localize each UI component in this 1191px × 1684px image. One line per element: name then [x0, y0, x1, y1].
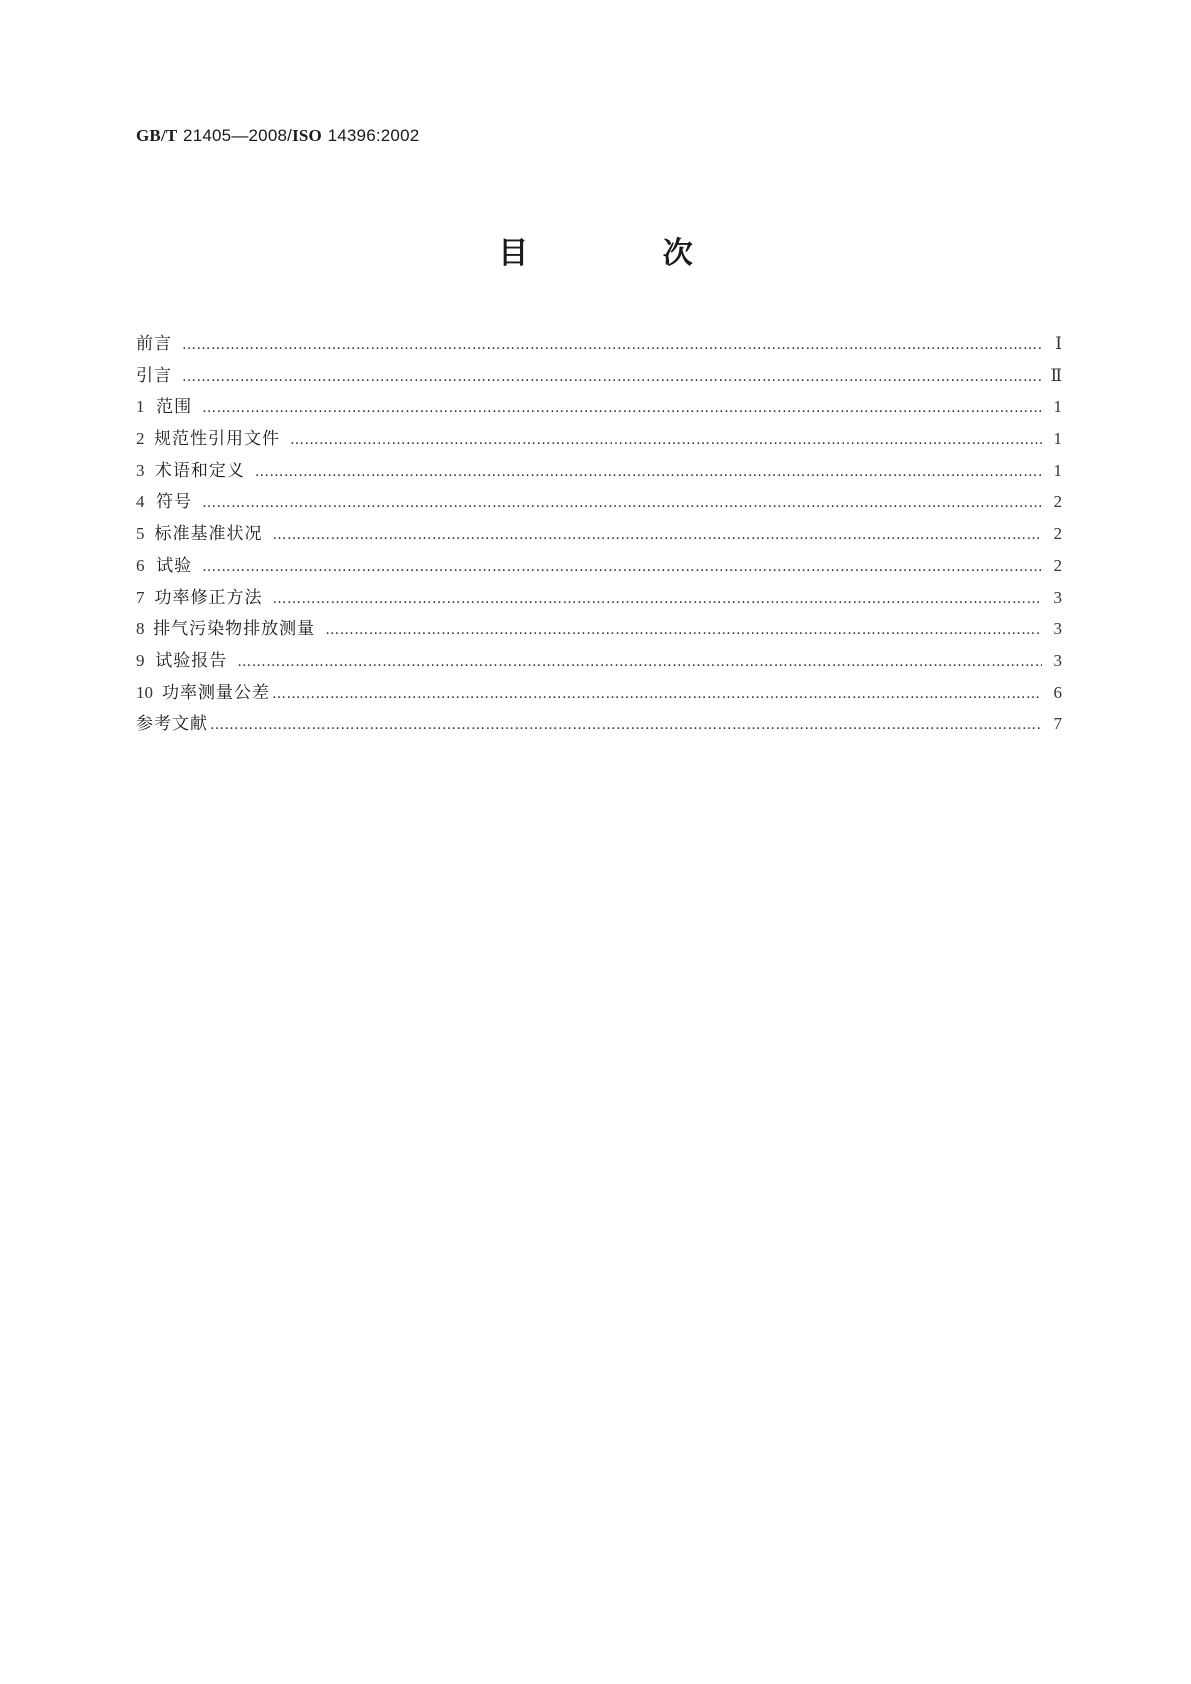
toc-entry-foreword[interactable] [136, 328, 1062, 360]
toc-leader-dots [290, 425, 1042, 457]
toc-entry-page: 1 [1053, 397, 1062, 417]
table-of-contents [136, 328, 1062, 740]
toc-entry-symbols[interactable] [136, 486, 1062, 518]
toc-entry-label: 排气污染物排放测量 [153, 619, 316, 640]
toc-entry-page: 6 [1053, 682, 1062, 702]
standard-prefix: GB/T [136, 126, 178, 145]
toc-entry-page: 2 [1053, 524, 1062, 544]
toc-leader-dots [272, 584, 1042, 616]
toc-entry-test-report[interactable] [136, 645, 1062, 677]
toc-entry-number: 4 [136, 492, 145, 512]
toc-leader-dots [202, 552, 1042, 584]
toc-entry-number: 7 [136, 587, 145, 607]
toc-entry-power-tolerance[interactable] [136, 677, 1062, 709]
toc-entry-page: 1 [1053, 429, 1062, 449]
iso-prefix: ISO [292, 126, 322, 145]
toc-entry-label: 术语和定义 [154, 460, 245, 481]
toc-entry-bibliography[interactable] [136, 708, 1062, 740]
toc-entry-terms-definitions[interactable] [136, 455, 1062, 487]
toc-entry-label: 试验 [156, 555, 193, 576]
toc-entry-power-correction[interactable] [136, 582, 1062, 614]
toc-leader-dots [182, 330, 1042, 362]
toc-entry-normative-references[interactable] [136, 423, 1062, 455]
standard-number-header [136, 126, 419, 146]
toc-entry-label: 规范性引用文件 [154, 429, 281, 450]
toc-entry-page: Ⅱ [1050, 365, 1062, 385]
page-title: 目 次 [498, 236, 755, 271]
toc-entry-page: 3 [1053, 650, 1062, 670]
toc-leader-dots [182, 362, 1042, 394]
toc-entry-label: 符号 [156, 492, 193, 513]
toc-leader-dots [272, 520, 1042, 552]
toc-entry-reference-conditions[interactable] [136, 518, 1062, 550]
toc-entry-label: 范围 [156, 397, 193, 418]
toc-leader-dots [202, 488, 1042, 520]
toc-entry-page: 2 [1053, 492, 1062, 512]
standard-number: 21405—2008/ [183, 126, 293, 145]
toc-entry-number: 3 [136, 460, 145, 480]
toc-entry-label: 标准基准状况 [154, 524, 263, 545]
toc-entry-label: 功率测量公差 [161, 682, 270, 703]
toc-entry-label: 引言 [136, 365, 172, 386]
toc-leader-dots [272, 679, 1042, 711]
toc-entry-page: 3 [1053, 587, 1062, 607]
iso-number: 14396:2002 [327, 126, 420, 145]
toc-leader-dots [210, 710, 1042, 742]
toc-entry-tests[interactable] [136, 550, 1062, 582]
toc-entry-label: 试验报告 [155, 650, 228, 671]
toc-entry-number: 9 [136, 650, 145, 670]
toc-entry-page: 3 [1053, 619, 1062, 639]
toc-entry-exhaust-emissions[interactable] [136, 613, 1062, 645]
toc-leader-dots [255, 457, 1042, 489]
toc-entry-number: 1 [136, 397, 145, 417]
toc-entry-scope[interactable] [136, 391, 1062, 423]
toc-entry-number: 10 [136, 682, 153, 702]
toc-leader-dots [325, 615, 1042, 647]
toc-entry-number: 5 [136, 524, 145, 544]
toc-leader-dots [237, 647, 1042, 679]
toc-entry-label: 功率修正方法 [154, 587, 263, 608]
toc-entry-page: 1 [1053, 460, 1062, 480]
toc-entry-page: 2 [1053, 555, 1062, 575]
toc-entry-number: 8 [136, 619, 145, 639]
toc-entry-number: 6 [136, 555, 145, 575]
toc-entry-number: 2 [136, 429, 145, 449]
toc-entry-label: 参考文献 [136, 714, 208, 735]
toc-entry-page: Ⅰ [1055, 334, 1062, 353]
toc-entry-label: 前言 [136, 334, 172, 354]
toc-entry-introduction[interactable] [136, 360, 1062, 392]
toc-leader-dots [202, 393, 1042, 425]
toc-entry-page: 7 [1053, 714, 1062, 734]
